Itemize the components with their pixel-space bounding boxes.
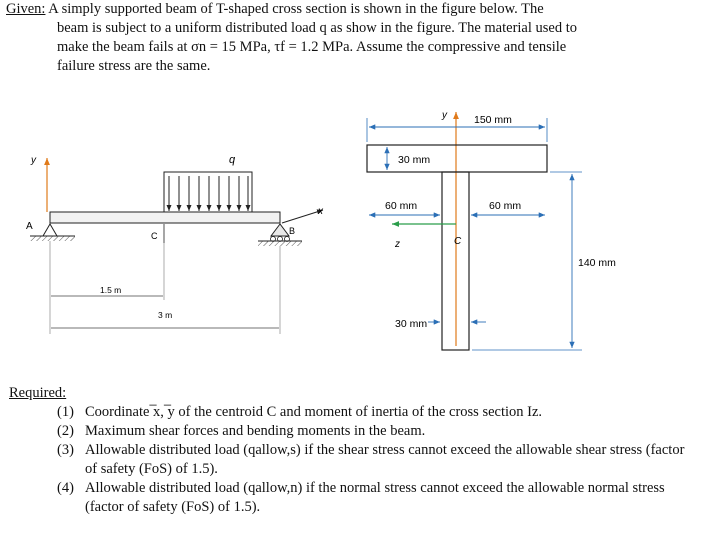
support-b-label: B <box>289 226 296 236</box>
given-line-2: beam is subject to a uniform distributed load q as show in the figure. The material used to <box>57 20 578 36</box>
required-item <box>57 441 699 479</box>
required-item <box>57 403 699 422</box>
given-heading: Given: <box>6 1 46 17</box>
given-text-1: A simply supported beam of T-shaped cross section is shown in the figure below. The <box>48 1 544 17</box>
flange-width-label: 150 mm <box>474 114 512 126</box>
required-item-number: (3) <box>57 442 74 458</box>
flange-thickness-label: 30 mm <box>398 154 431 166</box>
required-item <box>57 422 699 441</box>
required-item-text: Coordinate ̅x, ̅y of the centroid C and moment of inertia of the cross section Iz. <box>85 404 543 420</box>
required-item <box>57 479 699 517</box>
section-figure <box>367 110 616 350</box>
dim-span-label: 3 m <box>158 310 173 320</box>
web-thickness-label: 30 mm <box>395 318 428 330</box>
dim-c-label: 1.5 m <box>100 285 122 295</box>
beam-figure <box>26 154 324 334</box>
beam-x-axis <box>282 210 323 223</box>
required-item-number: (2) <box>57 423 74 439</box>
flange <box>367 145 547 172</box>
section-y-label: y <box>442 110 447 121</box>
centroid-label: C <box>454 236 462 247</box>
given-line-4: failure stress are the same. <box>57 58 211 74</box>
beam-x-label: x <box>318 206 323 217</box>
required-item-number: (4) <box>57 480 74 496</box>
beam <box>50 212 280 223</box>
left-overhang-label: 60 mm <box>385 200 418 212</box>
required-section <box>9 384 699 517</box>
required-list <box>9 403 699 517</box>
required-heading: Required: <box>9 385 67 401</box>
point-c-label: C <box>151 231 158 241</box>
total-height-label: 140 mm <box>578 257 616 269</box>
required-item-text: Allowable distributed load (qallow,n) if the normal stress cannot exceed the allowable normal stress (factor of safety (FoS) of 1.5). <box>85 480 665 515</box>
load-arrows <box>169 176 248 211</box>
required-item-text: Allowable distributed load (qallow,s) if the shear stress cannot exceed the allowable shear stress (factor of safety (FoS) of 1.5). <box>85 442 685 477</box>
beam-y-label: y <box>31 155 36 166</box>
required-item-text: Maximum shear forces and bending moments in the beam. <box>85 423 426 439</box>
section-z-label: z <box>395 239 400 250</box>
support-b <box>258 224 302 246</box>
load-label: q <box>229 154 236 166</box>
support-a <box>30 224 75 241</box>
given-line-3: make the beam fails at σn = 15 MPa, τf = 1.2 MPa. Assume the compressive and tensile <box>57 39 567 55</box>
right-overhang-label: 60 mm <box>489 200 522 212</box>
required-item-number: (1) <box>57 404 74 420</box>
support-a-label: A <box>26 221 33 232</box>
